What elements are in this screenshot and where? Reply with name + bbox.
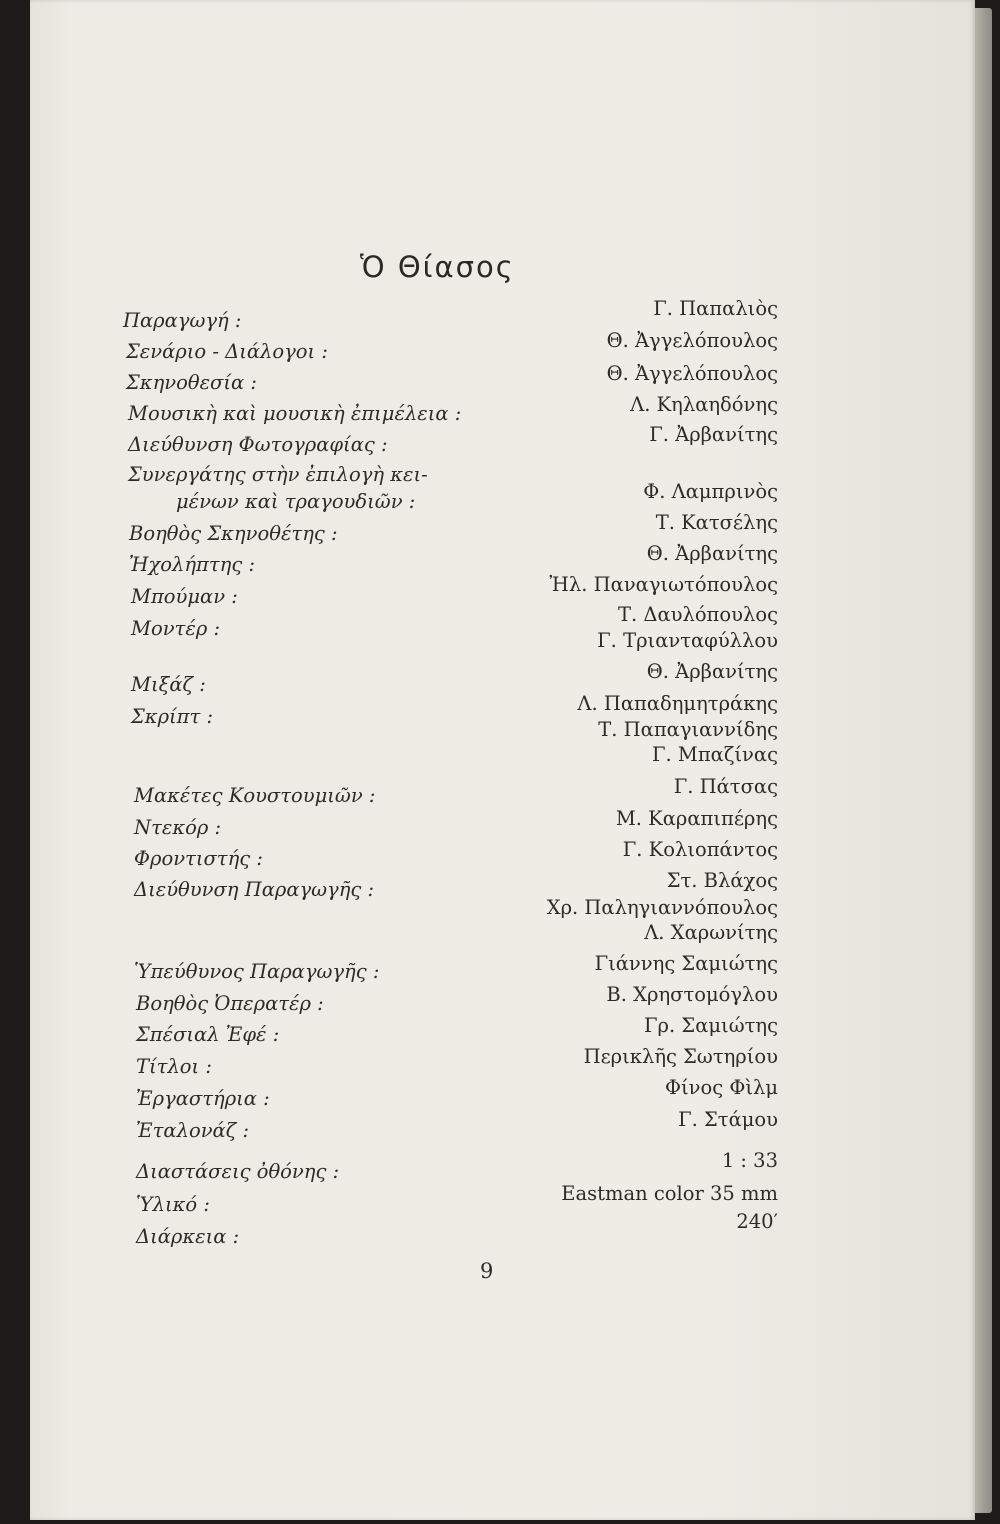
label-screenplay: Σενάριο - Διάλογοι : xyxy=(126,340,328,363)
value-production-supervisor: Γιάννης Σαμιώτης xyxy=(594,952,778,975)
value-collaborator: Φ. Λαμπρινὸς xyxy=(643,480,778,503)
value-props: Γ. Κολιοπάντος xyxy=(622,838,778,861)
label-color-grading: Ἐταλονάζ : xyxy=(136,1119,250,1142)
value-production-manager-3: Λ. Χαρωνίτης xyxy=(644,921,778,944)
label-decor: Ντεκόρ : xyxy=(134,816,222,839)
label-music: Μουσικὴ καὶ μουσικὴ ἐπιμέλεια : xyxy=(128,402,462,425)
value-screen-ratio: 1 : 33 xyxy=(721,1149,778,1172)
label-production: Παραγωγή : xyxy=(123,309,242,332)
value-production-manager-1: Στ. Βλάχος xyxy=(666,869,778,892)
value-script-1: Λ. Παπαδημητράκης xyxy=(577,692,778,715)
value-mixing: Θ. Ἀρβανίτης xyxy=(646,660,778,683)
label-mixing: Μιξάζ : xyxy=(131,673,206,696)
value-costume-designs: Γ. Πάτσας xyxy=(673,775,778,798)
label-production-manager: Διεύθυνση Παραγωγῆς : xyxy=(134,878,375,901)
label-collaborator-line1: Συνεργάτης στὴν ἐπιλογὴ κει- xyxy=(128,463,428,486)
value-direction: Θ. Ἀγγελόπουλος xyxy=(606,362,778,385)
label-production-supervisor: Ὑπεύθυνος Παραγωγῆς : xyxy=(134,960,380,983)
value-script-3: Γ. Μπαζίνας xyxy=(651,743,778,766)
value-music: Λ. Κηλαηδόνης xyxy=(630,393,778,416)
value-production-manager-2: Χρ. Παληγιαννόπουλος xyxy=(546,896,778,919)
value-sound: Θ. Ἀρβανίτης xyxy=(646,542,778,565)
label-screen-ratio: Διαστάσεις ὀθόνης : xyxy=(136,1160,340,1183)
value-laboratories: Φίνος Φὶλμ xyxy=(664,1076,778,1099)
label-material: Ὑλικό : xyxy=(136,1193,210,1216)
label-direction: Σκηνοθεσία : xyxy=(126,371,257,394)
label-costume-designs: Μακέτες Κουστουμιῶν : xyxy=(134,784,376,807)
value-titles: Περικλῆς Σωτηρίου xyxy=(583,1045,778,1068)
page-title: Ὁ Θίασος xyxy=(360,250,515,284)
label-duration: Διάρκεια : xyxy=(136,1225,240,1248)
label-boom: Μπούμαν : xyxy=(131,585,238,608)
value-production: Γ. Παπαλιὸς xyxy=(653,297,778,320)
value-boom: Ἠλ. Παναγιωτόπουλος xyxy=(549,573,778,596)
label-script: Σκρίπτ : xyxy=(131,705,214,728)
label-laboratories: Ἐργαστήρια : xyxy=(136,1087,270,1110)
label-collaborator-line2: μένων καὶ τραγουδιῶν : xyxy=(176,490,416,513)
page-number: 9 xyxy=(480,1259,494,1283)
label-sound: Ἠχολήπτης : xyxy=(129,553,256,576)
value-editor-1: Τ. Δαυλόπουλος xyxy=(617,603,778,626)
value-color-grading: Γ. Στάμου xyxy=(678,1108,778,1131)
label-titles: Τίτλοι : xyxy=(136,1055,212,1078)
value-material: Eastman color 35 mm xyxy=(561,1182,778,1205)
value-special-effects: Γρ. Σαμιώτης xyxy=(644,1014,778,1037)
label-assistant-director: Βοηθὸς Σκηνοθέτης : xyxy=(129,522,338,545)
label-props: Φροντιστής : xyxy=(134,847,263,870)
value-decor: Μ. Καραπιπέρης xyxy=(615,807,778,830)
label-cinematography: Διεύθυνση Φωτογραφίας : xyxy=(128,433,388,456)
book-page xyxy=(30,0,975,1520)
value-assistant-director: Τ. Κατσέλης xyxy=(655,511,778,534)
label-special-effects: Σπέσιαλ Ἐφέ : xyxy=(136,1023,280,1046)
value-script-2: Τ. Παπαγιαννίδης xyxy=(598,718,778,741)
value-screenplay: Θ. Ἀγγελόπουλος xyxy=(606,329,778,352)
value-assistant-operator: Β. Χρηστομόγλου xyxy=(606,983,778,1006)
value-cinematography: Γ. Ἀρβανίτης xyxy=(649,423,778,446)
label-assistant-operator: Βοηθὸς Ὀπερατέρ : xyxy=(136,992,324,1015)
label-editor: Μοντέρ : xyxy=(131,617,221,640)
value-editor-2: Γ. Τριανταφύλλου xyxy=(597,629,778,652)
value-duration: 240′ xyxy=(736,1210,778,1233)
